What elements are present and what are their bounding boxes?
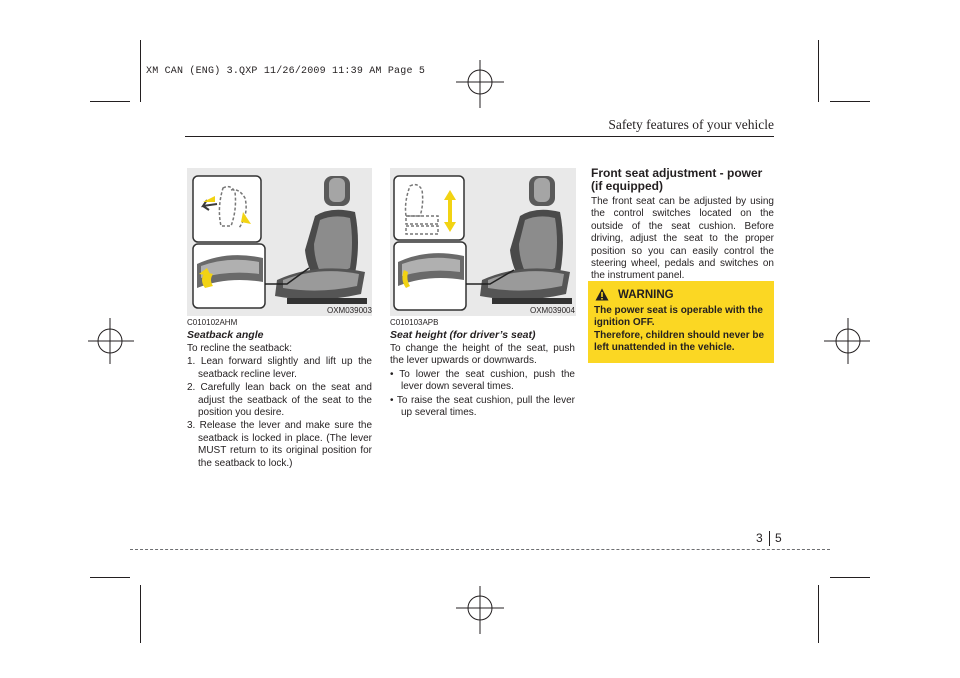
warning-box (588, 281, 774, 363)
crop-mark (90, 577, 130, 578)
section-code: C010103APB (390, 318, 439, 327)
page-number: 5 (775, 531, 782, 545)
crop-mark (140, 585, 141, 643)
slug-line: XM CAN (ENG) 3.QXP 11/26/2009 11:39 AM Page 5 (146, 66, 426, 77)
section-title: Safety features of your vehicle (608, 117, 774, 132)
middle-column (390, 318, 575, 419)
list-item: • To lower the seat cushion, push the lever down several times. (390, 368, 575, 393)
figure-code: OXM039003 (327, 306, 372, 315)
list-item: • To raise the seat cushion, pull the lever up several times. (390, 394, 575, 419)
seat-height-figure (390, 168, 576, 316)
header-rule (185, 136, 774, 137)
footer-dashed-rule (130, 549, 830, 550)
registration-mark-icon (452, 584, 508, 636)
list-item: 2. Carefully lean back on the seat and adjust the seatback of the seat to the position you desire. (187, 382, 372, 419)
crop-mark (90, 101, 130, 102)
body-text: The front seat can be adjusted by using the control switches located on the outside of the seat cushion. Before driving, adjust the seat to the proper position so you can easily control the steering wheel, pedals and switches on the instrument panel. (591, 196, 774, 282)
subhead: Seat height (for driver’s seat) (390, 329, 536, 341)
crop-mark (830, 577, 870, 578)
right-column (591, 167, 774, 283)
chapter-number: 3 (756, 531, 763, 545)
page-num-divider (769, 531, 770, 546)
list-item: 1. Lean forward slightly and lift up the seatback recline lever. (187, 356, 372, 380)
heading: (if equipped) (591, 179, 663, 193)
warning-triangle-icon (595, 288, 609, 301)
warning-text: Therefore, children should never be left unattended in the vehicle. (594, 330, 765, 353)
left-column (187, 318, 372, 470)
intro-text: To recline the seatback: (187, 343, 293, 354)
crop-mark (830, 101, 870, 102)
heading: Front seat adjustment - power (591, 166, 763, 180)
crop-mark (818, 40, 819, 102)
registration-mark-icon (86, 316, 136, 366)
figure-code: OXM039004 (530, 306, 575, 315)
section-code: C010102AHM (187, 318, 238, 327)
warning-text: The power seat is operable with the ignition OFF. (594, 305, 763, 328)
intro-text: To change the height of the seat, push the lever upwards or downwards. (390, 343, 575, 367)
crop-mark (140, 40, 141, 102)
seatback-figure (187, 168, 372, 316)
registration-mark-icon (452, 58, 508, 110)
registration-mark-icon (822, 316, 872, 366)
warning-title: WARNING (618, 288, 674, 301)
list-item: 3. Release the lever and make sure the seatback is locked in place. (The lever MUST return to its original position for the seatback to lock.) (187, 420, 372, 469)
seat-illustration-icon (390, 168, 576, 316)
crop-mark (818, 585, 819, 643)
seat-illustration-icon (187, 168, 372, 316)
subhead: Seatback angle (187, 329, 264, 341)
